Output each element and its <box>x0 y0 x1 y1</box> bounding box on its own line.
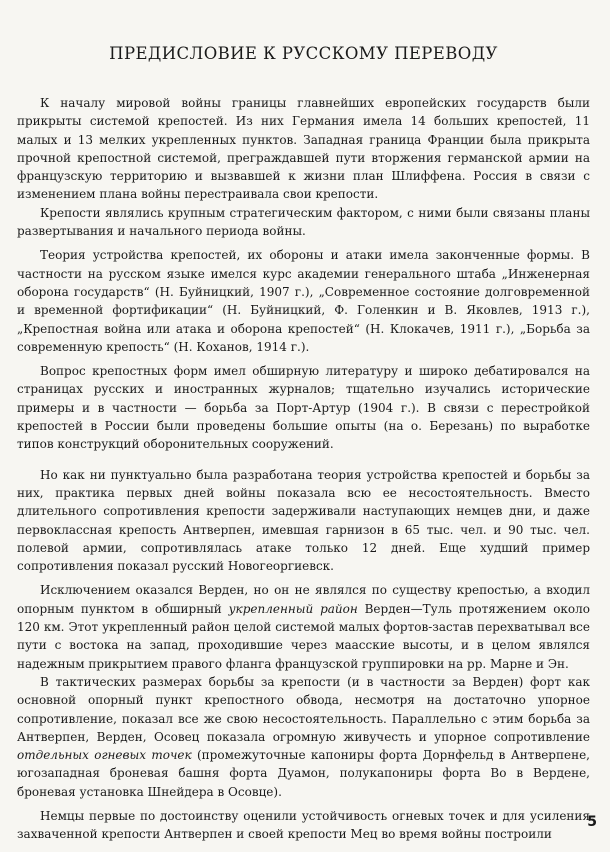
paragraph-6-text-start: Исключением оказался Верден, но он не являлся по существу крепостью, а входил опорным пунктом в обширный <box>17 583 590 616</box>
paragraph-5: Но как ни пунктуально была разработана теория устройства крепостей и борьбы за них, практика первых дней войны показала всю ее несостоятельность. Вместо длительного сопротивления крепости задерживали наступающих немцев дни, и даже первоклассная крепость Антверпен, имевшая гарнизон в 65 тыс. чел. и 90 тыс. чел. полевой армии, сопротивлялась атаке только 12 дней. Еще худший пример сопротивления показал русский Новогеоргиевск. <box>17 467 590 574</box>
paragraph-8: Немцы первые по достоинству оценили устойчивость огневых точек и для усиления захваченной крепости Антверпен и своей крепости Мец во время войны построили <box>17 808 590 842</box>
paragraph-2: Крепости являлись крупным стратегическим фактором, с ними были связаны планы развертывания и начального периода войны. <box>17 205 590 239</box>
paragraph-3: Теория устройства крепостей, их обороны и атаки имела законченные формы. В частности на русском языке имелся курс академии генерального штаба „Инженерная оборона государств“ (Н. Буйницкий, 1907 г.), „Современное состояние долговременной и временной фортификации“ (Н. Буйницкий, Ф. Голенкин и В. Яковлев, 1913 г.), „Крепостная война или атака и оборона крепостей“ (Н. Клокачев, 1911 г.), „Борьба за современную крепость“ (Н. Коханов, 1914 г.). <box>17 248 590 354</box>
paragraph-6 <box>17 581 590 672</box>
paragraph-6-text-end: Верден—Туль протяжением около 120 км. Этот укрепленный район целой системой малых фортов-застав перехватывал все пути с востока на запад, проходившие через маасские высоты, и в целом являлся надежным прикрытием правого фланга французской группировки на рр. Марне и Эн. <box>17 601 590 671</box>
page-number: 5 <box>587 814 597 830</box>
paragraph-7 <box>17 673 590 801</box>
paragraph-4: Вопрос крепостных форм имел обширную литературу и широко дебатировался на страницах русских и иностранных журналов; тщательно изучались исторические примеры и в частности — борьба за Порт-Артур (1904 г.). В связи с перестройкой крепостей в России были проведены большие опыты (на о. Березань) по выработке типов конструкций оборонительных сооружений. <box>17 364 590 452</box>
body-text <box>17 94 590 844</box>
paragraph-7-text-start: В тактических размерах борьбы за крепости (и в частности за Верден) форт как основной опорный пункт крепостного обвода, несмотря на достаточно упорное сопротивление, показал все же свою несостоятельность. Параллельно с этим борьба за Антверпен, Верден, Осовец показала огромную живучесть и упорное сопротивление <box>17 674 590 744</box>
paragraph-6-emphasis: укрепленный район <box>228 601 358 616</box>
paragraph-7-emphasis: отдельных огневых точек <box>17 748 192 763</box>
paragraph-1: К началу мировой войны границы главнейших европейских государств были прикрыты системой крепостей. Из них Германия имела 14 больших крепостей, 11 малых и 13 мелких укрепленных пунктов. Западная граница Франции была прикрыта прочной крепостной системой, преграждавшей пути вторжения германской армии на французскую территорию и вызвавшей к жизни план Шлиффена. Россия в связи с изменением плана войны перестраивала свои крепости. <box>17 96 590 202</box>
paragraph-7-text-end: (промежуточные капониры форта Дорнфельд в Антверпене, югозападная броневая башня форта Дуамон, полукапониры форта Во в Вердене, броневая установка Шнейдера в Осовце). <box>17 748 590 799</box>
page-title: ПРЕДИСЛОВИЕ К РУССКОМУ ПЕРЕВОДУ <box>109 44 498 63</box>
